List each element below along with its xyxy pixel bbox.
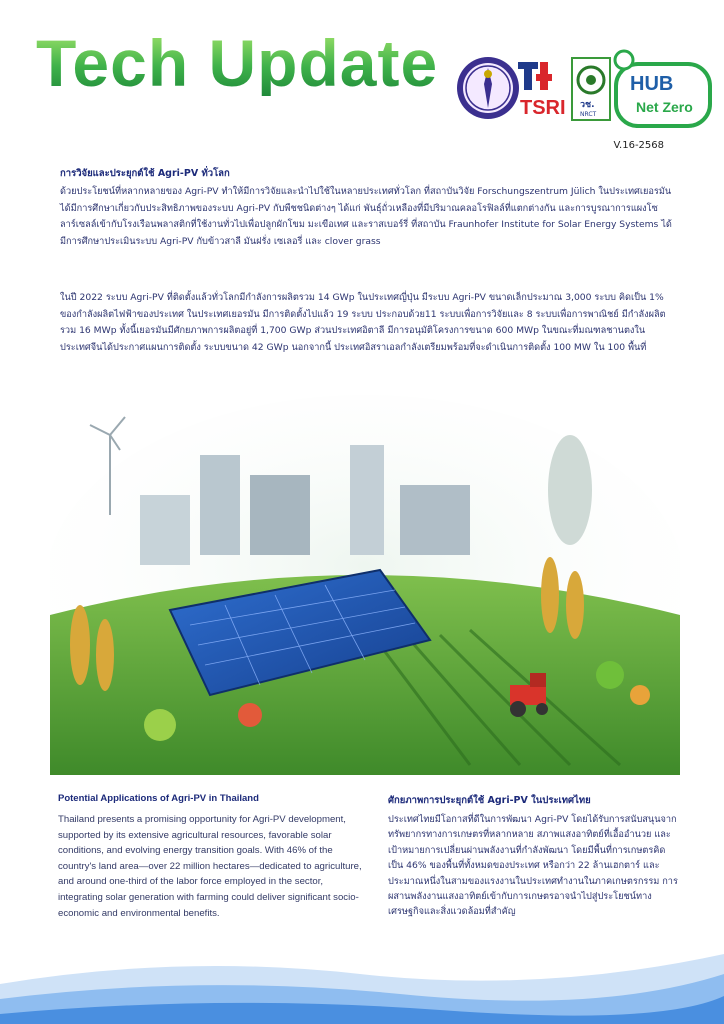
paragraph-global-research: ด้วยประโยชน์ที่หลากหลายของ Agri-PV ทำให้มีการวิจัยและนำไปใช้ในหลายประเทศทั่วโลก ที่สถาบันวิจัย Forschungszentrum Jülich ในประเทศเยอรมัน ได้มีการศึกษาเกี่ยวกับประสิทธิภาพของระบบ Agri-PV กับพืชชนิดต่างๆ ได้แก่ พันธุ์ถั่วเหลืองที่มีปริมาณคลอโรฟิลล์ที่แตกต่างกัน และการบูรณาการแผงโซลาร์เซลล์เข้ากับโรงเรือนพลาสติกที่ใช้งานทั่วไปเพื่อปลูกผักโขม มะเขือเทศ และราสเบอร์รี่ ที่สถาบัน Fraunhofer Institute for Solar Energy Systems ได้มีการศึกษาประเมินระบบ Agri-PV กับข้าวสาลี มันฝรั่ง เซเลอรี่ และ clover grass [60, 186, 672, 247]
svg-text:TSRI: TSRI [520, 97, 566, 119]
agri-pv-illustration [50, 395, 680, 775]
footer-wave-decoration [0, 914, 724, 1024]
svg-text:NRCT: NRCT [580, 111, 597, 118]
section-heading-global: การวิจัยและประยุกต์ใช้ Agri-PV ทั่วโลก [60, 168, 230, 179]
hub-net-zero-logo [615, 51, 710, 126]
svg-text:Net Zero: Net Zero [636, 99, 693, 115]
version-label: V.16-2568 [613, 140, 664, 151]
section-heading-en: Potential Applications of Agri-PV in Thailand [58, 793, 259, 804]
nrct-logo [572, 58, 610, 120]
paragraph-th-thailand: ประเทศไทยมีโอกาสที่ดีในการพัฒนา Agri-PV โดยได้รับการสนับสนุนจากทรัพยากรทางการเกษตรที่หลากหลาย สภาพแสงอาทิตย์ที่เอื้ออำนวย และเป้าหมายการเปลี่ยนผ่านพลังงานที่กำลังพัฒนา โดยมีพื้นที่การเกษตรคิดเป็น 46% ของพื้นที่ทั้งหมดของประเทศ หรือกว่า 22 ล้านเฮกตาร์ และประมาณหนึ่งในสามของแรงงานในประเทศทำงานในภาคเกษตรกรรม การผสานพลังงานแสงอาทิตย์เข้ากับการเกษตรอาจนำไปสู่ประโยชน์ทางเศรษฐกิจและสิ่งแวดล้อมที่สำคัญ [388, 814, 678, 918]
partner-logos [452, 44, 712, 134]
paragraph-en-thailand: Thailand presents a promising opportunity for Agri-PV development, supported by its extensive agricultural resources, favorable solar conditions, and evolving energy transition goals. With 46% of the country's land area—over 22 million hectares—dedicated to agriculture, and around one-third of the labor force employed in the sector, integrating solar generation with farming could deliver significant socio-economic and environmental benefits. [58, 814, 362, 919]
svg-text:วช.: วช. [580, 100, 595, 110]
page-title: Tech Update [36, 26, 439, 100]
section-heading-th: ศักยภาพการประยุกต์ใช้ Agri-PV ในประเทศไทย [388, 795, 591, 806]
paragraph-global-capacity: ในปี 2022 ระบบ Agri-PV ที่ติดตั้งแล้วทั่วโลกมีกำลังการผลิตรวม 14 GWp ในประเทศญี่ปุ่น มีระบบ Agri-PV ขนาดเล็กประมาณ 3,000 ระบบ คิดเป็น 1% ของกำลังผลิตไฟฟ้าของประเทศ ในประเทศเยอรมัน มีการติดตั้งไปแล้ว 19 ระบบ ประกอบด้วย11 ระบบเพื่อการวิจัยและ 8 ระบบเพื่อการพาณิชย์ มีกำลังผลิตรวม 16 MWp ทั้งนี้เยอรมันมีศักยภาพการผลิตอยู่ที่ 1,700 GWp ส่วนประเทศอิตาลี มีการอนุมัติโครงการขนาด 600 MWp ในขณะที่มณฑลชานตงในประเทศจีนได้ประกาศแผนการติดตั้ง ระบบขนาด 42 GWp นอกจากนี้ ประเทศอิสราเอลกำลังเตรียมพร้อมที่จะดำเนินการติดตั้ง 100 MW ใน 100 พื้นที่ [60, 292, 666, 353]
ministry-seal-icon [457, 57, 519, 119]
tsri-logo [518, 62, 566, 119]
svg-text:HUB: HUB [630, 73, 674, 95]
